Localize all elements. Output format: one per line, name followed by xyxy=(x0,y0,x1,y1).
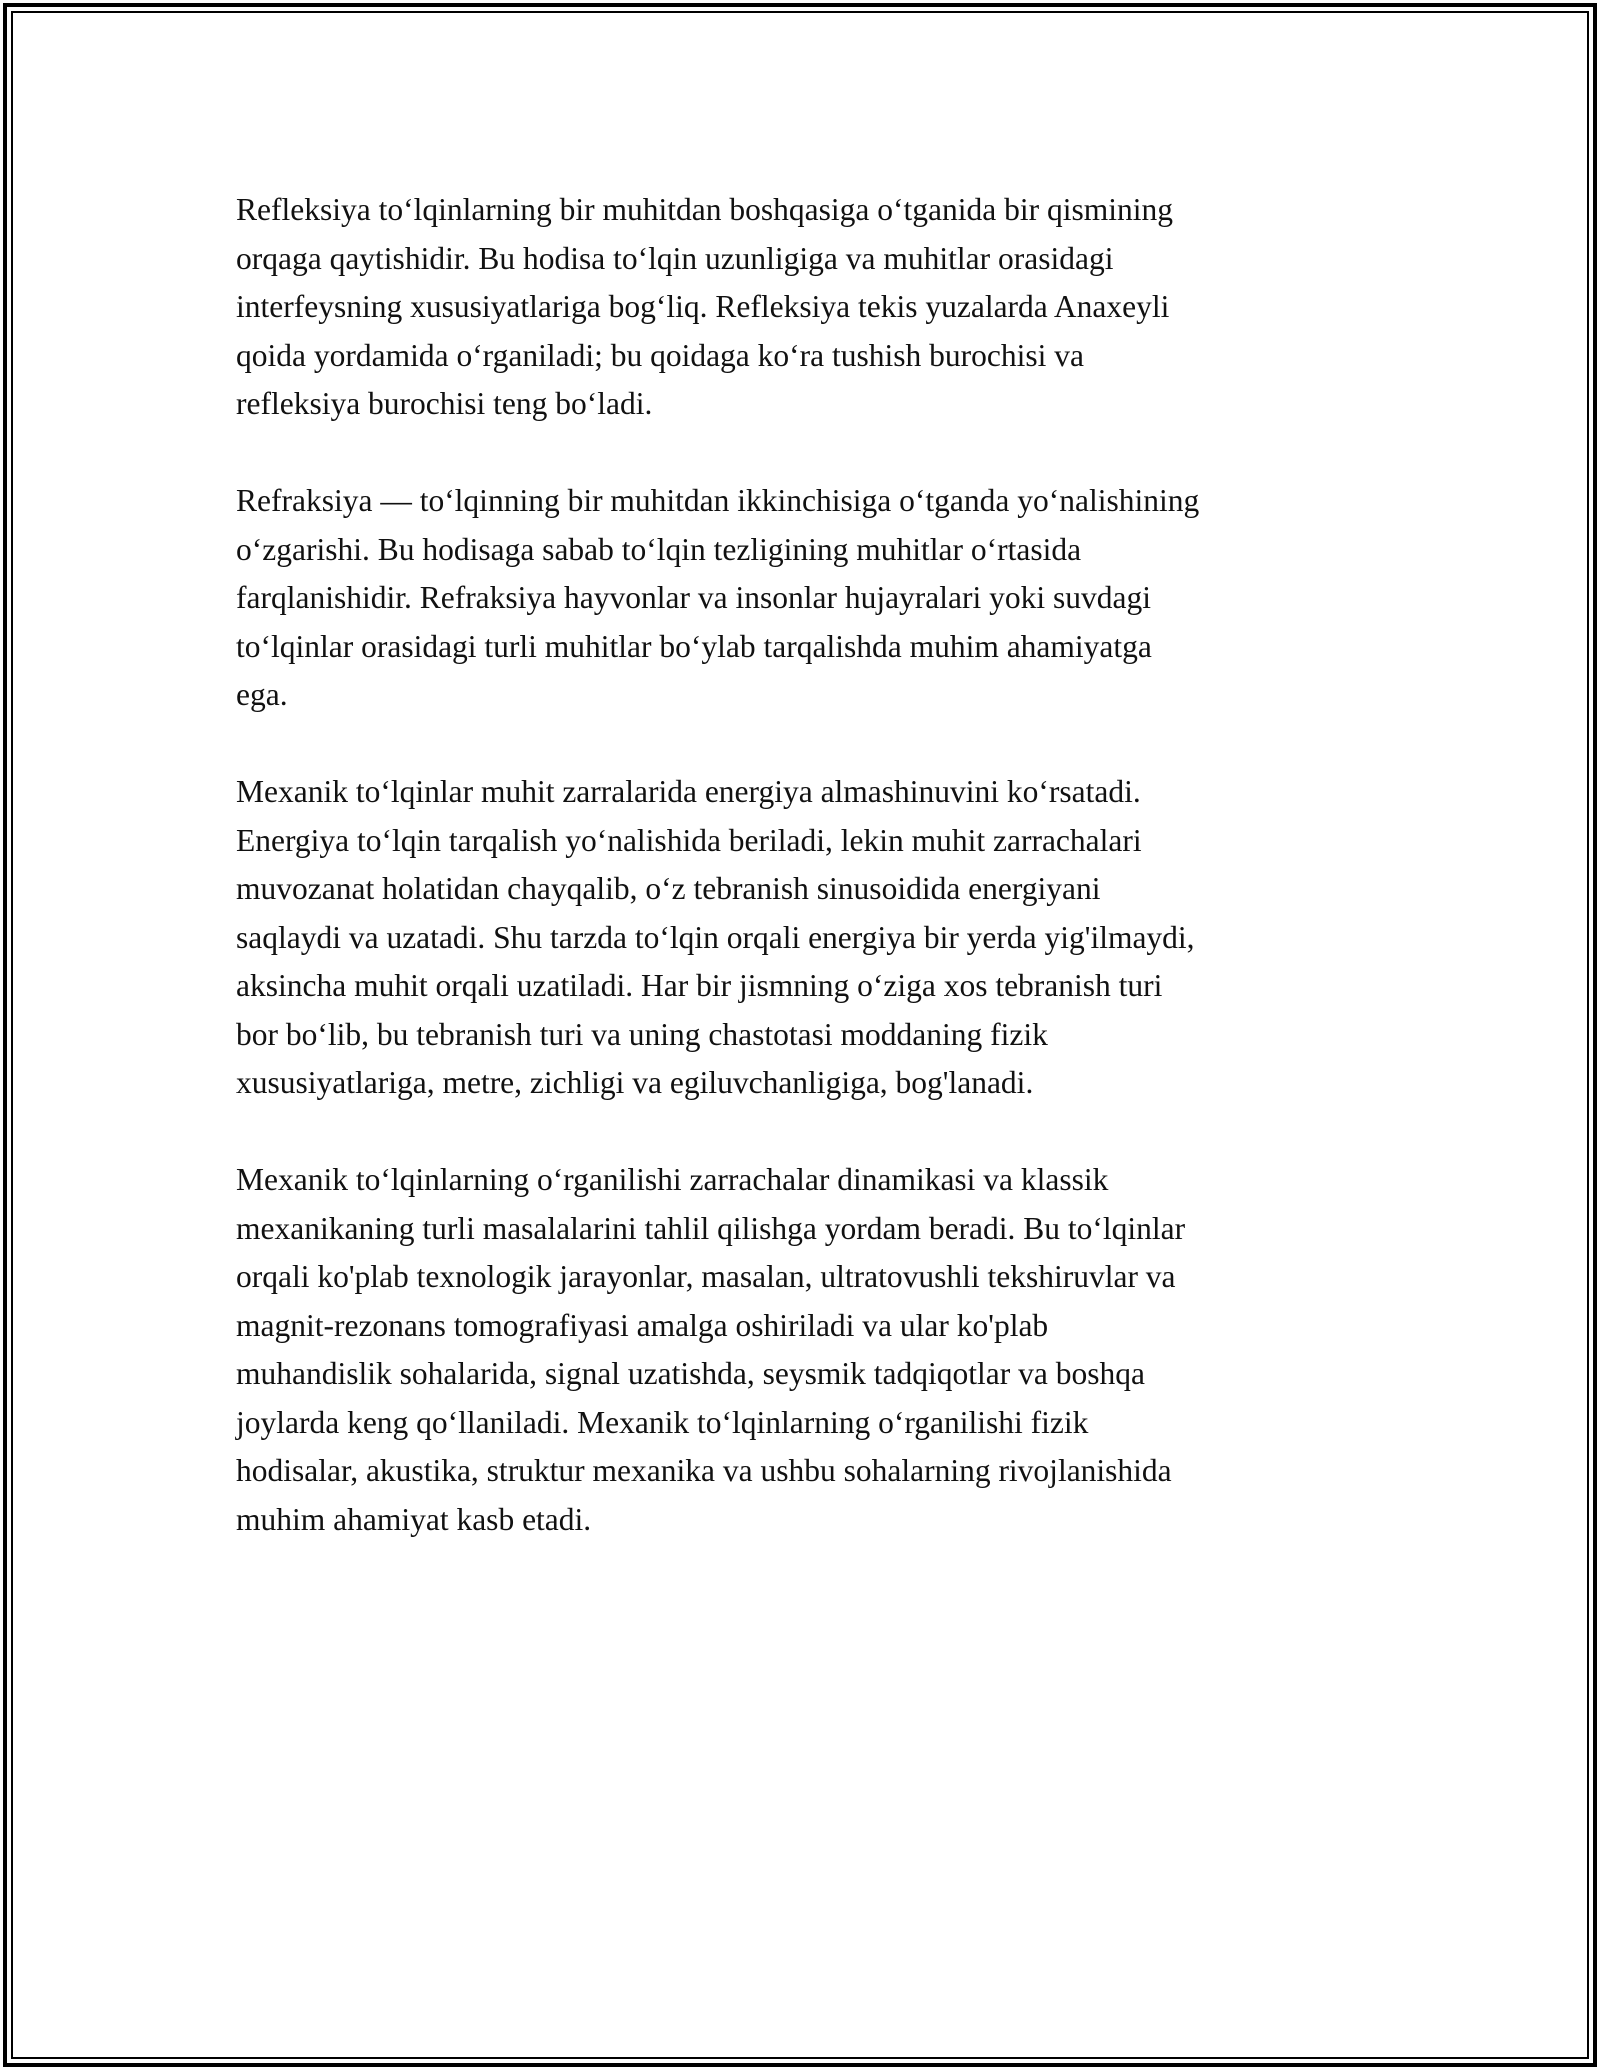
document-body xyxy=(236,186,1366,1593)
paragraph-mechanical-waves-applications: Mexanik to‘lqinlarning o‘rganilishi zarrachalar dinamikasi va klassik mexanikaning turli masalalarini tahlil qilishga yordam beradi. Bu to‘lqinlar orqali ko'plab texnologik jarayonlar, masalan, ultratovushli tekshiruvlar va magnit-rezonans tomografiyasi amalga oshiriladi va ular ko'plab muhandislik sohalarida, signal uzatishda, seysmik tadqiqotlar va boshqa joylarda keng qo‘llaniladi. Mexanik to‘lqinlarning o‘rganilishi fizik hodisalar, akustika, struktur mexanika va ushbu sohalarning rivojlanishida muhim ahamiyat kasb etadi. xyxy=(236,1162,1186,1537)
paragraph-refraction: Refraksiya — to‘lqinning bir muhitdan ikkinchisiga o‘tganda yo‘nalishining o‘zgarishi. Bu hodisaga sabab to‘lqin tezligining muhitlar o‘rtasida farqlanishidir. Refraksiya hayvonlar va insonlar hujayralari yoki suvdagi to‘lqinlar orasidagi turli muhitlar bo‘ylab tarqalishda muhim ahamiyatga ega. xyxy=(236,483,1200,712)
paragraph-reflection: Refleksiya to‘lqinlarning bir muhitdan boshqasiga o‘tganida bir qismining orqaga qaytishidir. Bu hodisa to‘lqin uzunligiga va muhitlar orasidagi interfeysning xususiyatlariga bog‘liq. Refleksiya tekis yuzalarda Anaxeyli qoida yordamida o‘rganiladi; bu qoidaga ko‘ra tushish burochisi va refleksiya burochisi teng bo‘ladi. xyxy=(236,192,1173,421)
paragraph-mechanical-waves-energy: Mexanik to‘lqinlar muhit zarralarida energiya almashinuvini ko‘rsatadi. Energiya to‘lqin tarqalish yo‘nalishida beriladi, lekin muhit zarrachalari muvozanat holatidan chayqalib, o‘z tebranish sinusoidida energiyani saqlaydi va uzatadi. Shu tarzda to‘lqin orqali energiya bir yerda yig'ilmaydi, aksincha muhit orqali uzatiladi. Har bir jismning o‘ziga xos tebranish turi bor bo‘lib, bu tebranish turi va uning chastotasi moddaning fizik xususiyatlariga, metre, zichligi va egiluvchanligiga, bog'lanadi. xyxy=(236,774,1195,1100)
